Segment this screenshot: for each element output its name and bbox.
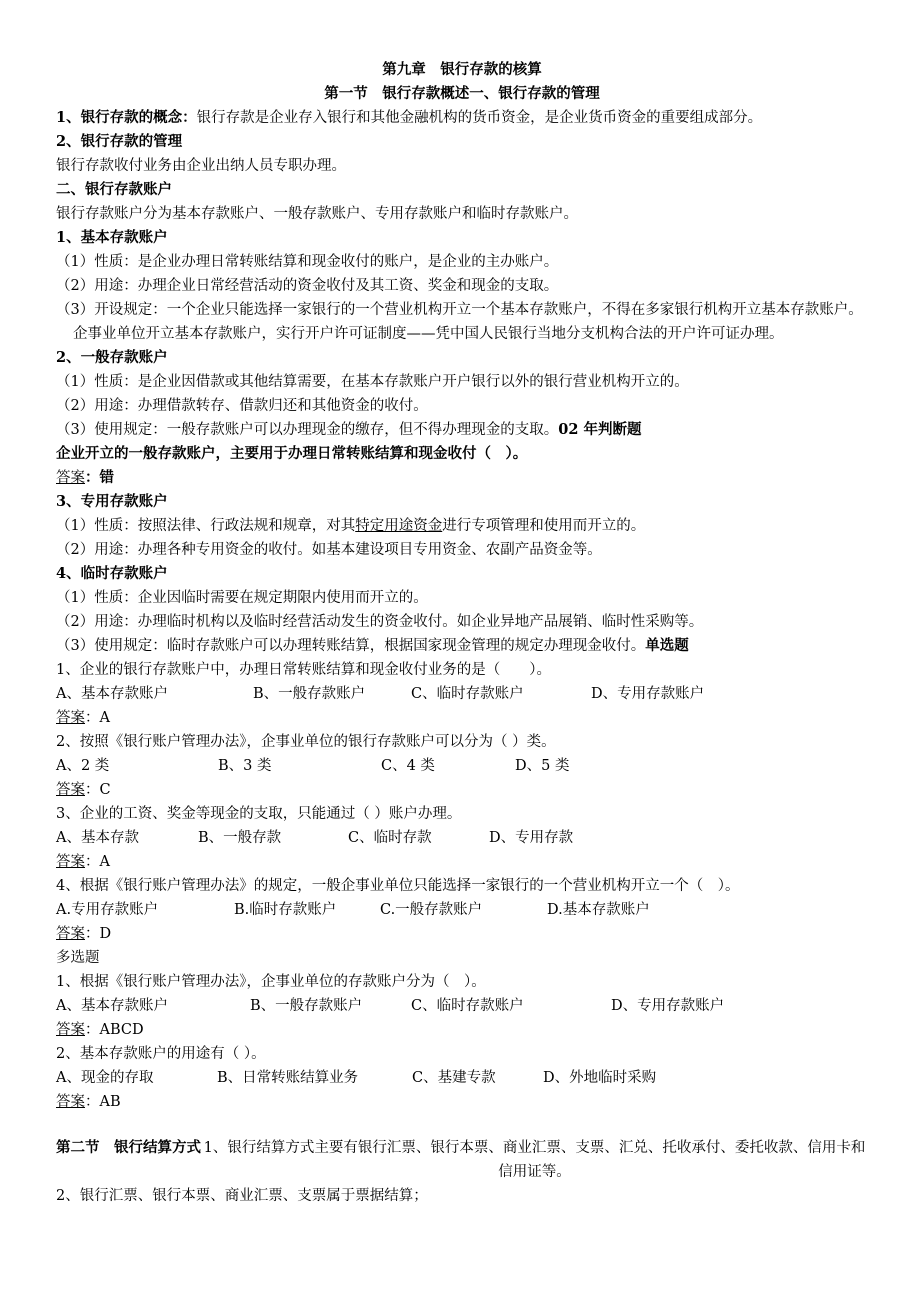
special-nature-underlined: 特定用途资金 — [355, 518, 443, 534]
answer-value: ：D — [85, 926, 112, 942]
multi-q2: 2、基本存款账户的用途有（ ）。 — [56, 1046, 266, 1062]
basic-account-heading: 1、基本存款账户 — [56, 229, 168, 246]
general-rule-tag: 02 年判断题 — [558, 421, 642, 438]
concept-line — [56, 106, 868, 130]
section2-text: 1、银行结算方式主要有银行汇票、银行本票、商业汇票、支票、汇兑、托收承付、委托收款、信用卡和信用证等。 — [203, 1140, 866, 1180]
temporary-account-heading: 4、临时存款账户 — [56, 565, 168, 582]
basic-use: （2）用途：办理企业日常经营活动的资金收付及其工资、奖金和现金的支取。 — [56, 278, 559, 294]
option: C、临时存款账户 — [411, 686, 524, 702]
option: D、外地临时采购 — [543, 1070, 657, 1086]
basic-nature: （1）性质：是企业办理日常转账结算和现金收付的账户，是企业的主办账户。 — [56, 254, 559, 270]
general-use: （2）用途：办理借款转存、借款归还和其他资金的收付。 — [56, 398, 428, 414]
general-answer — [56, 466, 868, 490]
multi-q1-options — [56, 994, 868, 1018]
option: C、基建专款 — [412, 1070, 496, 1086]
option: A、基本存款 — [56, 830, 139, 846]
special-account-heading: 3、专用存款账户 — [56, 493, 168, 510]
multi-q1-answer — [56, 1018, 868, 1042]
chapter-title: 第九章 银行存款的核算 — [382, 61, 542, 78]
multi-q2-answer — [56, 1090, 868, 1114]
accounts-intro: 银行存款账户分为基本存款账户、一般存款账户、专用存款账户和临时存款账户。 — [56, 206, 578, 222]
document-page — [56, 58, 868, 1208]
temporary-rule-tag: 单选题 — [645, 637, 689, 654]
temporary-nature: （1）性质：企业因临时需要在规定期限内使用而开立的。 — [56, 590, 428, 606]
option: B、一般存款 — [198, 830, 282, 846]
option: C、4 类 — [381, 758, 435, 774]
concept-head: 1、银行存款的概念： — [56, 109, 197, 126]
answer-label: 答案 — [56, 926, 85, 942]
general-account-heading: 2、一般存款账户 — [56, 349, 168, 366]
answer-label: 答案 — [56, 1022, 85, 1038]
section-title: 第一节 银行存款概述一、银行存款的管理 — [324, 85, 600, 102]
temporary-use: （2）用途：办理临时机构以及临时经营活动发生的资金收付。如企业异地产品展销、临时性采购等。 — [56, 614, 704, 630]
option: A.专用存款账户 — [56, 902, 159, 918]
general-question: 企业开立的一般存款账户，主要用于办理日常转账结算和现金收付（ ）。 — [56, 445, 528, 462]
answer-label: 答案 — [56, 854, 85, 870]
single-q2-options — [56, 754, 868, 778]
management-text: 银行存款收付业务由企业出纳人员专职办理。 — [56, 158, 346, 174]
answer-label: 答案 — [56, 710, 85, 726]
answer-value: ：A — [85, 710, 110, 726]
basic-license: 企事业单位开立基本存款账户，实行开户许可证制度——凭中国人民银行当地分支机构合法的开户许可证办理。 — [73, 326, 784, 342]
option: B、日常转账结算业务 — [217, 1070, 359, 1086]
special-nature — [56, 514, 868, 538]
option: D、专用存款账户 — [611, 998, 725, 1014]
single-q4-answer — [56, 922, 868, 946]
option: C、临时存款 — [348, 830, 432, 846]
single-q3-answer — [56, 850, 868, 874]
option: D.基本存款账户 — [547, 902, 650, 918]
option: B、一般存款账户 — [253, 686, 366, 702]
option: A、基本存款账户 — [56, 686, 168, 702]
single-q2-answer — [56, 778, 868, 802]
multi-q2-options — [56, 1066, 868, 1090]
multi-q1: 1、根据《银行账户管理办法》，企事业单位的存款账户分为（ ）。 — [56, 974, 486, 990]
single-q3: 3、企业的工资、奖金等现金的支取，只能通过（ ）账户办理。 — [56, 806, 462, 822]
option: D、专用存款账户 — [591, 686, 705, 702]
option: B、一般存款账户 — [250, 998, 363, 1014]
section2-line2: 2、银行汇票、银行本票、商业汇票、支票属于票据结算； — [56, 1188, 428, 1204]
answer-label: 答案 — [56, 470, 85, 486]
option: B.临时存款账户 — [234, 902, 337, 918]
multi-choice-heading: 多选题 — [56, 950, 100, 966]
option: A、2 类 — [56, 758, 110, 774]
special-use: （2）用途：办理各种专用资金的收付。如基本建设项目专用资金、农副产品资金等。 — [56, 542, 602, 558]
special-nature-pre: （1）性质：按照法律、行政法规和规章，对其 — [56, 518, 356, 534]
general-nature: （1）性质：是企业因借款或其他结算需要，在基本存款账户开户银行以外的银行营业机构开立的。 — [56, 374, 689, 390]
single-q1-options — [56, 682, 868, 706]
general-rule — [56, 418, 868, 442]
basic-rule: （3）开设规定：一个企业只能选择一家银行的一个营业机构开立一个基本存款账户，不得在多家银行机构开立基本存款账户。 — [56, 302, 863, 318]
answer-value: ：C — [85, 782, 111, 798]
special-nature-post: 进行专项管理和使用而开立的。 — [442, 518, 646, 534]
answer-value: ：A — [85, 854, 110, 870]
option: D、专用存款 — [489, 830, 574, 846]
accounts-heading: 二、银行存款账户 — [56, 181, 172, 198]
temporary-rule-text: （3）使用规定：临时存款账户可以办理转账结算，根据国家现金管理的规定办理现金收付。 — [56, 638, 646, 654]
single-q2: 2、按照《银行账户管理办法》，企事业单位的银行存款账户可以分为（ ）类。 — [56, 734, 556, 750]
answer-label: 答案 — [56, 1094, 85, 1110]
single-q1: 1、企业的银行存款账户中，办理日常转账结算和现金收付业务的是（ ）。 — [56, 662, 551, 678]
option: A、基本存款账户 — [56, 998, 168, 1014]
single-q4: 4、根据《银行账户管理办法》的规定，一般企事业单位只能选择一家银行的一个营业机构开立一个（ ）。 — [56, 878, 740, 894]
general-rule-text: （3）使用规定：一般存款账户可以办理现金的缴存，但不得办理现金的支取。 — [56, 422, 559, 438]
option: A、现金的存取 — [56, 1070, 154, 1086]
section2-heading: 第二节 银行结算方式 — [56, 1139, 201, 1156]
answer-value: ：错 — [85, 469, 114, 486]
option: C、临时存款账户 — [411, 998, 524, 1014]
concept-text: 银行存款是企业存入银行和其他金融机构的货币资金，是企业货币资金的重要组成部分。 — [196, 110, 763, 126]
single-q1-answer — [56, 706, 868, 730]
answer-value: ：ABCD — [85, 1022, 144, 1038]
answer-label: 答案 — [56, 782, 85, 798]
option: B、3 类 — [218, 758, 272, 774]
temporary-rule — [56, 634, 868, 658]
single-q3-options — [56, 826, 868, 850]
option: D、5 类 — [515, 758, 570, 774]
option: C.一般存款账户 — [380, 902, 483, 918]
management-heading: 2、银行存款的管理 — [56, 133, 183, 150]
section2-intro — [56, 1136, 868, 1184]
answer-value: ：AB — [85, 1094, 121, 1110]
single-q4-options — [56, 898, 868, 922]
